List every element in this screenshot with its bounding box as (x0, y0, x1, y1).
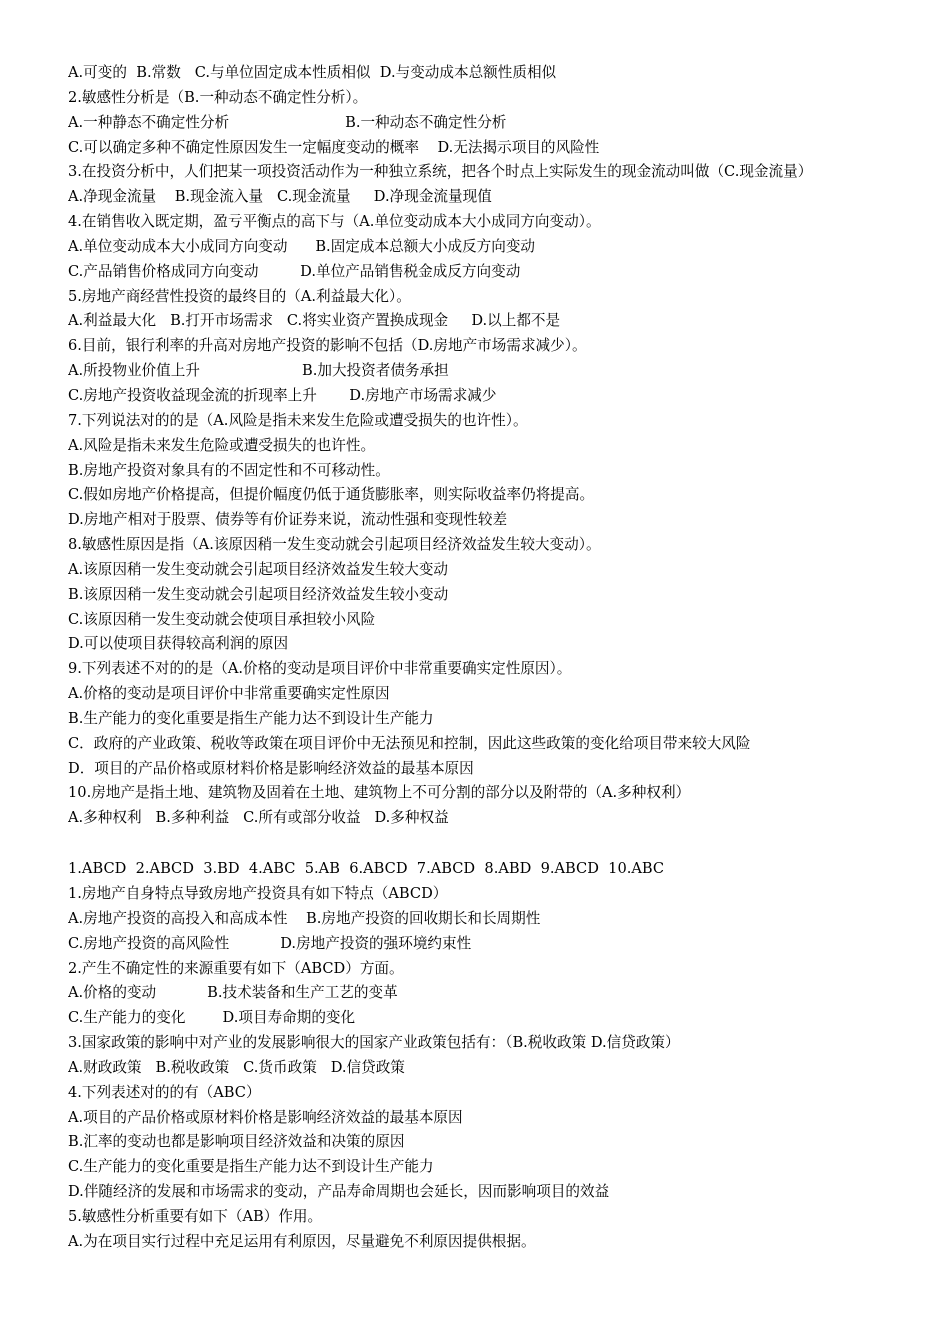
question-line: 5.房地产商经营性投资的最终目的（A.利益最大化）。 (68, 287, 411, 305)
option-line: C.可以确定多种不确定性原因发生一定幅度变动的概率 D.无法揭示项目的风险性 (68, 138, 600, 156)
text-line: A.可变的 B.常数 C.与单位固定成本性质相似 D.与变动成本总额性质相似 (68, 64, 557, 81)
option-line: B.该原因稍一发生变动就会引起项目经济效益发生较小变动 (68, 585, 449, 603)
option-line: A.所投物业价值上升 B.加大投资者债务承担 (68, 362, 449, 380)
option-line: C．政府的产业政策、税收等政策在项目评价中无法预见和控制，因此这些政策的变化给项目带来较大风险 (68, 734, 751, 752)
option-line: B.汇率的变动也都是影响项目经济效益和决策的原因 (68, 1133, 405, 1151)
option-line: A.多种权利 B.多种利益 C.所有或部分收益 D.多种权益 (68, 809, 449, 827)
question-line: 1.房地产自身特点导致房地产投资具有如下特点（ABCD） (68, 885, 448, 902)
question-line: 7.下列说法对的的是（A.风险是指未来发生危险或遭受损失的也许性）。 (68, 411, 528, 429)
option-line: C.生产能力的变化重要是指生产能力达不到设计生产能力 (68, 1158, 434, 1176)
option-line: C.假如房地产价格提高，但提价幅度仍低于通货膨胀率，则实际收益率仍将提高。 (68, 486, 595, 504)
option-line: D．项目的产品价格或原材料价格是影响经济效益的最基本原因 (68, 759, 474, 777)
question-line: 3.国家政策的影响中对产业的发展影响很大的国家产业政策包括有：（B.税收政策 D.信贷政策） (68, 1034, 680, 1052)
option-line: D.伴随经济的发展和市场需求的变动，产品寿命周期也会延长，因而影响项目的效益 (68, 1183, 610, 1201)
question-line: 3.在投资分析中，人们把某一项投资活动作为一种独立系统，把各个时点上实际发生的现金流动叫做（C.现金流量） (68, 163, 813, 181)
option-line: A.房地产投资的高投入和高成本性 B.房地产投资的回收期长和长周期性 (68, 909, 541, 927)
option-line: A.该原因稍一发生变动就会引起项目经济效益发生较大变动 (68, 560, 449, 578)
answer-key-line: 1.ABCD 2.ABCD 3.BD 4.ABC 5.AB 6.ABCD 7.ABCD 8.ABD 9.ABCD 10.ABC (68, 860, 665, 878)
question-line: 2.产生不确定性的来源重要有如下（ABCD）方面。 (68, 959, 404, 977)
option-line: C.该原因稍一发生变动就会使项目承担较小风险 (68, 610, 376, 628)
question-line: 5.敏感性分析重要有如下（AB）作用。 (68, 1207, 323, 1225)
question-line: 2.敏感性分析是（B.一种动态不确定性分析）。 (68, 88, 368, 106)
option-line: A.价格的变动是项目评价中非常重要确实定性原因 (68, 685, 390, 703)
option-line: A.风险是指未来发生危险或遭受损失的也许性。 (68, 436, 376, 454)
option-line: B.生产能力的变化重要是指生产能力达不到设计生产能力 (68, 709, 434, 727)
option-line: B.房地产投资对象具有的不固定性和不可移动性。 (68, 461, 390, 479)
option-line: A.利益最大化 B.打开市场需求 C.将实业资产置换成现金 D.以上都不是 (68, 312, 561, 330)
question-line: 6.目前，银行利率的升高对房地产投资的影响不包括（D.房地产市场需求减少）。 (68, 337, 587, 355)
option-line: C.产品销售价格成同方向变动 D.单位产品销售税金成反方向变动 (68, 262, 521, 280)
option-line: A.单位变动成本大小成同方向变动 B.固定成本总额大小成反方向变动 (68, 237, 536, 255)
question-line: 4.下列表述对的的有（ABC） (68, 1083, 261, 1101)
option-line: D.可以使项目获得较高利润的原因 (68, 635, 289, 653)
option-line: A.价格的变动 B.技术装备和生产工艺的变革 (68, 984, 398, 1002)
option-line: A.项目的产品价格或原材料价格是影响经济效益的最基本原因 (68, 1108, 463, 1126)
option-line: A.净现金流量 B.现金流入量 C.现金流量 D.净现金流量现值 (68, 188, 492, 206)
question-line: 8.敏感性原因是指（A.该原因稍一发生变动就会引起项目经济效益发生较大变动）。 (68, 536, 601, 554)
option-line: C.房地产投资的高风险性 D.房地产投资的强环境约束性 (68, 934, 472, 952)
question-line: 9.下列表述不对的的是（A.价格的变动是项目评价中非常重要确实定性原因）。 (68, 660, 572, 678)
section-heading-row (68, 831, 910, 857)
option-line: C.房地产投资收益现金流的折现率上升 D.房地产市场需求减少 (68, 386, 497, 404)
option-line: D.房地产相对于股票、债券等有价证券来说，流动性强和变现性较差 (68, 511, 508, 529)
question-line: 4.在销售收入既定期，盈亏平衡点的高下与（A.单位变动成本大小成同方向变动）。 (68, 213, 601, 231)
option-line: A.一种静态不确定性分析 B.一种动态不确定性分析 (68, 113, 507, 131)
option-line: C.生产能力的变化 D.项目寿命期的变化 (68, 1009, 356, 1027)
option-line: A.财政政策 B.税收政策 C.货币政策 D.信贷政策 (68, 1058, 405, 1076)
option-line: A.为在项目实行过程中充足运用有利原因，尽量避免不利原因提供根据。 (68, 1232, 536, 1250)
question-line: 10.房地产是指土地、建筑物及固着在土地、建筑物上不可分割的部分以及附带的（A.多种权利） (68, 784, 691, 802)
